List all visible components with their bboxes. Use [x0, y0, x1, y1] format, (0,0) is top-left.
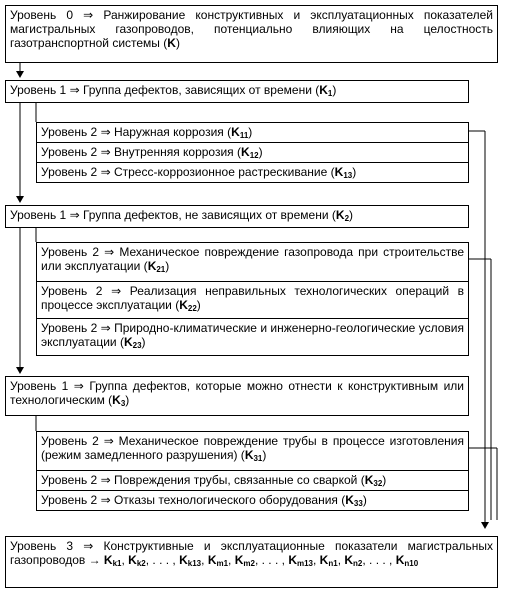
level-2-prefix: Уровень 2 ⇒	[41, 473, 111, 487]
level-2-prefix: Уровень 2 ⇒	[41, 245, 115, 259]
seq-ellipsis: , . . . ,	[362, 553, 393, 567]
level-2-prefix: Уровень 2 ⇒	[41, 493, 111, 507]
level-1-box-1: Уровень 1 ⇒ Группа дефектов, зависящих от времени $(K_1)$	[5, 80, 469, 103]
level-2-key: $K_{21}$	[147, 259, 166, 274]
level-2-prefix: Уровень 2 ⇒	[41, 434, 114, 448]
level-2-box-11: Уровень 2 ⇒ Наружная коррозия $(K_{11})$	[36, 122, 469, 143]
level-2-text: Механическое повреждение трубы в процессе изготовления (режим замедленного разрушения)	[41, 434, 465, 462]
seq-item: $K_{n10}$	[395, 553, 419, 568]
level-1-box-2: Уровень 1 ⇒ Группа дефектов, не зависящих от времени $(K_2)$	[5, 205, 469, 228]
level-0-key: K	[167, 36, 176, 50]
level-1-text: Группа дефектов, зависящих от времени	[82, 83, 312, 97]
level-3-box	[5, 536, 498, 588]
seq-item: $K_{n2}$	[344, 553, 363, 568]
seq-ellipsis: , . . . ,	[145, 553, 176, 567]
level-1-box-3: Уровень 1 ⇒ Группа дефектов, которые можно отнести к конструктивным или технологическим $(K_3)$	[5, 376, 469, 416]
level-2-prefix: Уровень 2 ⇒	[41, 165, 111, 179]
level-2-key: $K_{12}$	[241, 145, 259, 160]
level-2-prefix: Уровень 2 ⇒	[41, 125, 111, 139]
level-0-box: Уровень 0 ⇒ Ранжирование конструктивных и эксплуатационных показателей магистральных газопроводов, потенциально влияющих на целостность газотранспортной системы (K)	[5, 5, 498, 63]
seq-item: $K_{k2}$	[128, 553, 146, 568]
level-2-text: Механическое повреждение газопровода при строительстве или эксплуатации	[41, 245, 464, 273]
level-1-prefix: Уровень 1 ⇒	[10, 208, 80, 222]
level-0-prefix: Уровень 0 ⇒	[10, 8, 94, 22]
level-2-key: $K_{31}$	[244, 448, 263, 463]
level-2-text: Отказы технологического оборудования	[113, 493, 338, 507]
level-3-sequence: $K_{k1}$, $K_{k2}$, . . . , $K_{k13}$, $K_{m1}$, $K_{m2}$, . . . , $K_{m13}$, $K_{n1}$, $K_{n2}$, . . . , $K_{n10}$	[103, 553, 419, 568]
level-1-prefix: Уровень 1 ⇒	[10, 83, 80, 97]
level-1-text: Группа дефектов, которые можно отнести к конструктивным или технологическим	[10, 379, 464, 407]
level-2-key: $K_{22}$	[179, 298, 197, 313]
seq-item: $K_{m2}$	[234, 553, 255, 568]
level-2-box-33: Уровень 2 ⇒ Отказы технологического оборудования $(K_{33})$	[36, 490, 469, 511]
level-2-box-12: Уровень 2 ⇒ Внутренняя коррозия $(K_{12})$	[36, 142, 469, 163]
seq-item: $K_{k1}$	[103, 553, 122, 568]
level-2-prefix: Уровень 2 ⇒	[41, 284, 122, 298]
level-1-key: $K_3$	[112, 393, 126, 408]
seq-item: $K_{m1}$	[207, 553, 229, 568]
level-2-box-13: Уровень 2 ⇒ Стресс-коррозионное растрескивание $(K_{13})$	[36, 162, 469, 183]
seq-ellipsis: , . . . ,	[254, 553, 285, 567]
level-1-key: $K_2$	[335, 208, 350, 223]
seq-item: $K_{m13}$	[288, 553, 313, 568]
level-3-prefix: Уровень 3 ⇒	[10, 539, 94, 553]
level-2-key: $K_{33}$	[345, 493, 363, 508]
level-2-box-21: Уровень 2 ⇒ Механическое повреждение газопровода при строительстве или эксплуатации $(K_{21})$	[36, 242, 469, 282]
level-2-box-23: Уровень 2 ⇒ Природно-климатические и инженерно-геологические условия эксплуатации $(K_{23})$	[36, 318, 469, 356]
level-3-text: Конструктивные и эксплуатационные показатели магистральных газопроводов →	[10, 539, 494, 567]
level-2-box-31: Уровень 2 ⇒ Механическое повреждение трубы в процессе изготовления (режим замедленного разрушения) $(K_{31})$	[36, 431, 469, 471]
level-2-key: $K_{13}$	[334, 165, 353, 180]
seq-item: $K_{n1}$	[319, 553, 338, 568]
level-1-key: $K_1$	[319, 83, 333, 98]
level-1-prefix: Уровень 1 ⇒	[10, 379, 84, 393]
seq-item: $K_{k13}$	[179, 553, 202, 568]
level-2-text: Стресс-коррозионное растрескивание	[113, 165, 328, 179]
level-2-prefix: Уровень 2 ⇒	[41, 145, 111, 159]
level-0-text: Ранжирование конструктивных и эксплуатационных показателей магистральных газопроводов, потенциально влияющих на целостность газотранспортной системы	[10, 8, 494, 50]
level-2-key: $K_{23}$	[123, 335, 142, 350]
level-2-box-32: Уровень 2 ⇒ Повреждения трубы, связанные со сваркой $(K_{32})$	[36, 470, 469, 491]
level-2-text: Повреждения трубы, связанные со сваркой	[113, 473, 358, 487]
level-2-box-22: Уровень 2 ⇒ Реализация неправильных технологических операций в процессе эксплуатации $(K_{22})$	[36, 281, 469, 319]
level-2-text: Реализация неправильных технологических операций в процессе эксплуатации	[41, 284, 464, 312]
level-2-prefix: Уровень 2 ⇒	[41, 321, 111, 335]
level-2-text: Природно-климатические и инженерно-геологические условия эксплуатации	[41, 321, 464, 349]
level-2-key: $K_{11}$	[231, 125, 249, 140]
level-2-text: Внутренняя коррозия	[113, 145, 234, 159]
level-2-key: $K_{32}$	[364, 473, 383, 488]
level-1-text: Группа дефектов, не зависящих от времени	[82, 208, 329, 222]
level-2-text: Наружная коррозия	[113, 125, 224, 139]
